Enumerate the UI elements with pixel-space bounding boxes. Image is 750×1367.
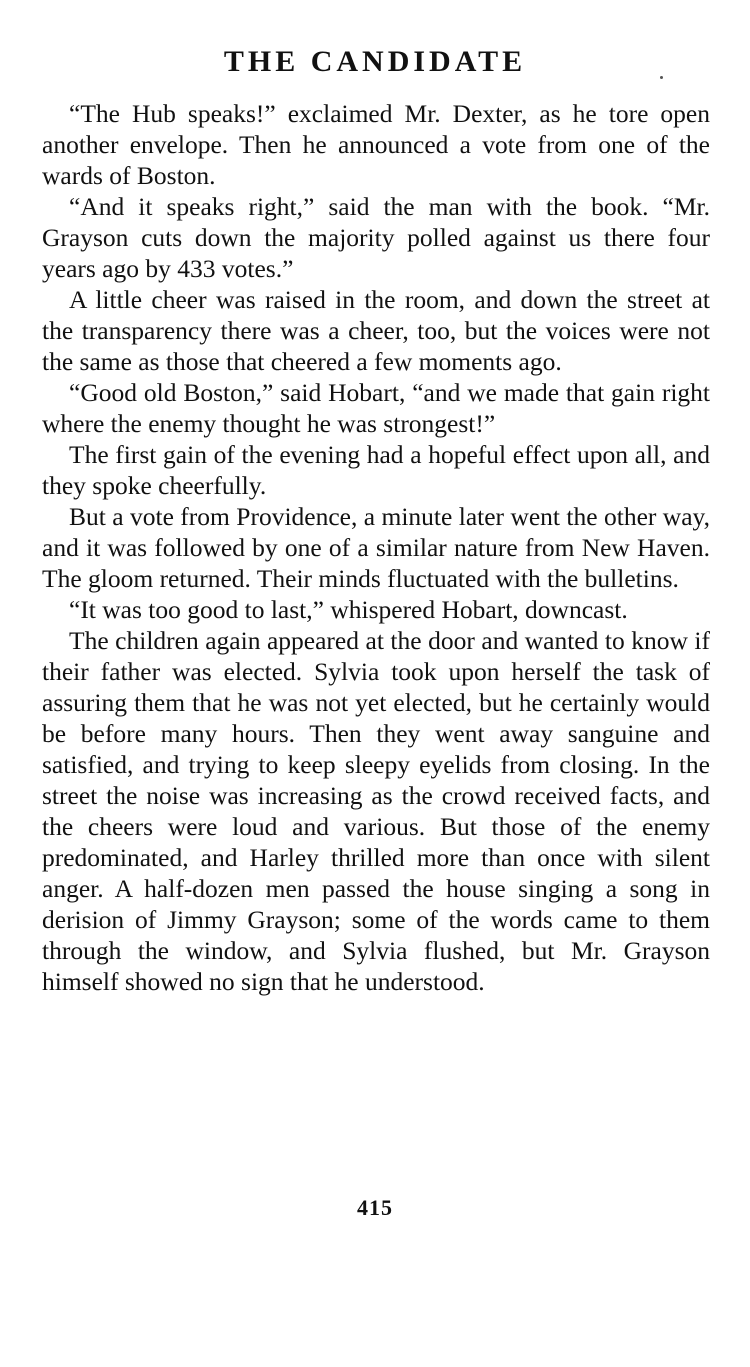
paragraph-8: The children again appeared at the door and wanted to know if their father was elected. Sylvia took upon herself the task of assuring them that he was not yet elected, but he certainly would be before many hours. Then they went away sanguine and satisfied, and trying to keep sleepy eyelids from closing. In the street the noise was increasing as the crowd received facts, and the cheers were loud and various. But those of the enemy predominated, and Harley thrilled more than once with silent anger. A half-dozen men passed the house singing a song in derision of Jimmy Grayson; some of the words came to them through the window, and Sylvia flushed, but Mr. Grayson himself showed no sign that he understood. bbox=[42, 626, 710, 996]
paragraph-5: The first gain of the evening had a hopeful effect upon all, and they spoke cheerfully. bbox=[42, 440, 710, 500]
body-text bbox=[42, 98, 710, 997]
running-head: THE CANDIDATE bbox=[223, 45, 527, 78]
paragraph-2: “And it speaks right,” said the man with the book. “Mr. Grayson cuts down the majority polled against us there four years ago by 433 votes.” bbox=[42, 192, 710, 283]
page-number: 415 bbox=[357, 1195, 393, 1220]
paragraph-7: “It was too good to last,” whispered Hobart, downcast. bbox=[69, 595, 628, 624]
paragraph-6: But a vote from Providence, a minute later went the other way, and it was followed by one of a similar nature from New Haven. The gloom returned. Their minds fluctuated with the bulletins. bbox=[42, 502, 710, 593]
paragraph-3: A little cheer was raised in the room, and down the street at the transparency there was a cheer, too, but the voices were not the same as those that cheered a few moments ago. bbox=[42, 285, 710, 376]
paragraph-1: “The Hub speaks!” exclaimed Mr. Dexter, as he tore open another envelope. Then he announced a vote from one of the wards of Boston. bbox=[42, 99, 710, 190]
print-speck bbox=[660, 76, 663, 79]
paragraph-4: “Good old Boston,” said Hobart, “and we made that gain right where the enemy thought he was strongest!” bbox=[42, 378, 710, 438]
